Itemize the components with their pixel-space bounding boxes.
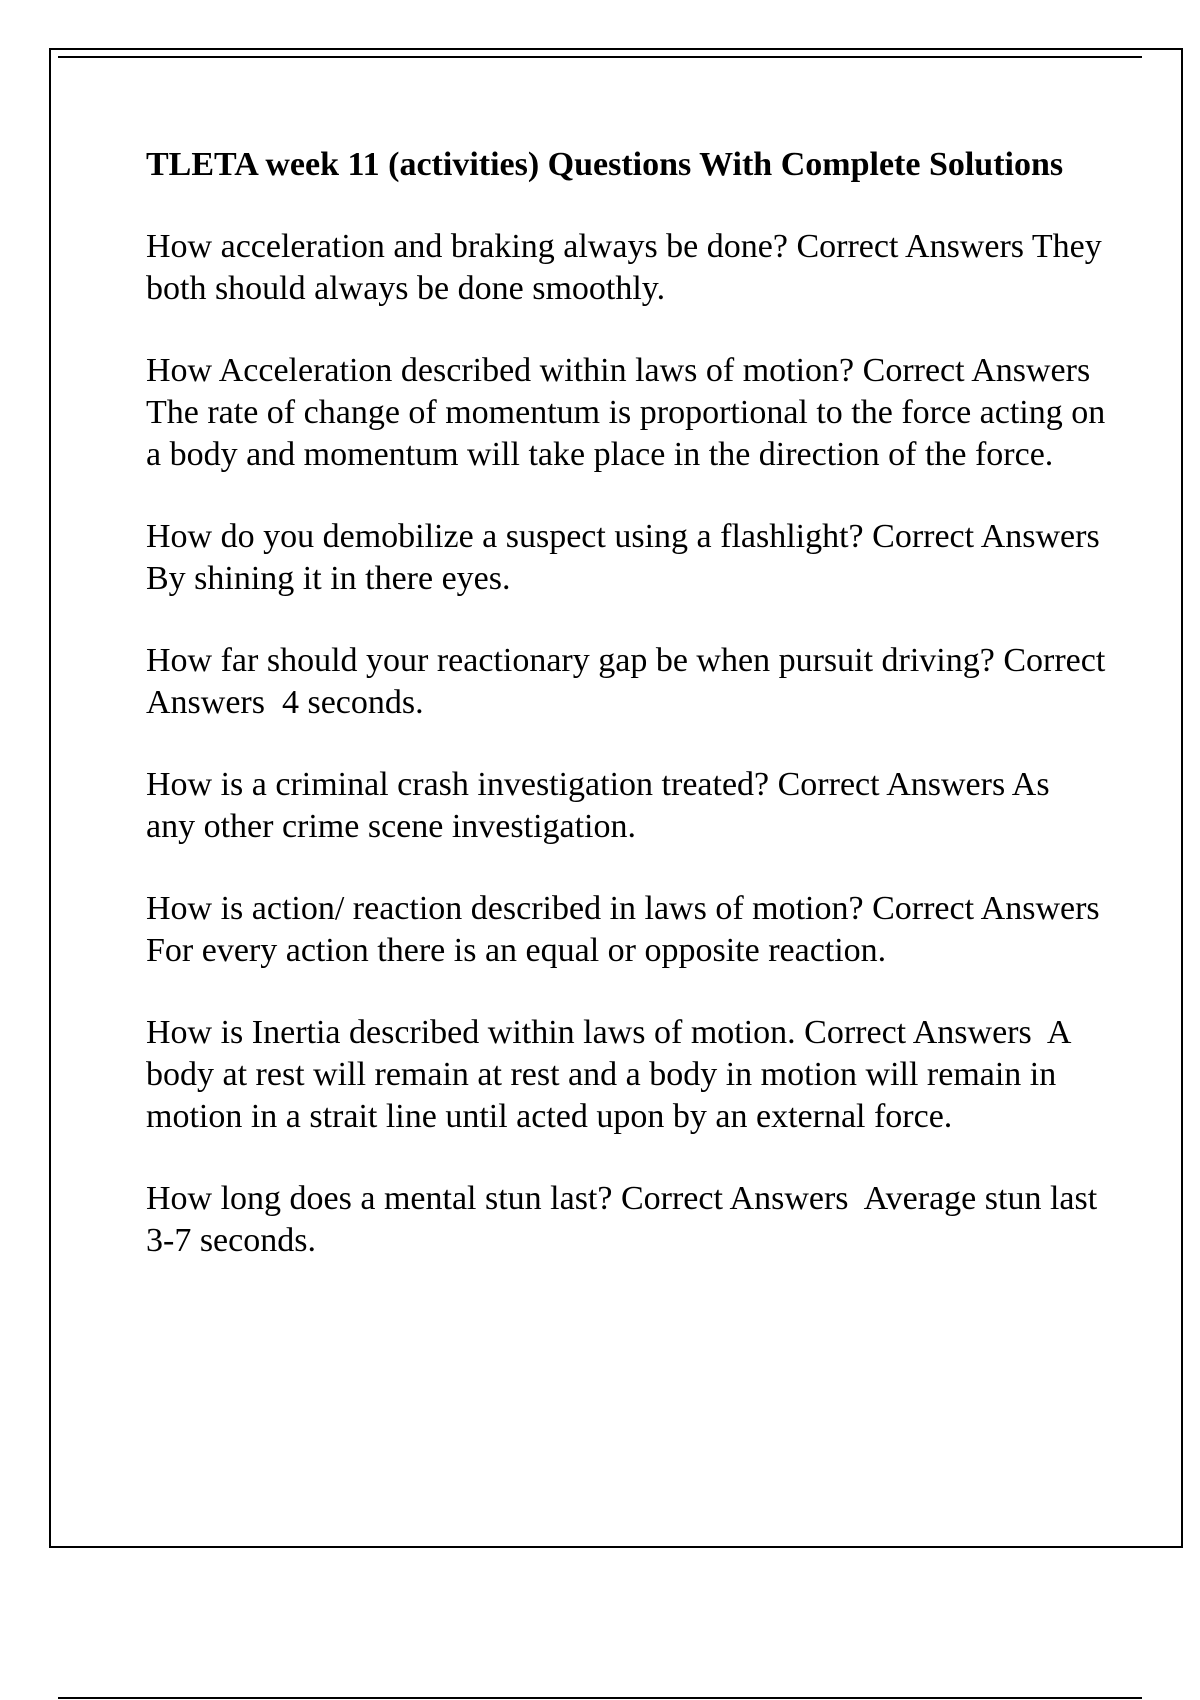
qa-entry-mental-stun: How long does a mental stun last? Correct Answers Average stun last 3-7 seconds. xyxy=(146,1180,1106,1259)
qa-entry-acceleration-laws: How Acceleration described within laws of motion? Correct Answers The rate of change of momentum is proportional to the force acting on a body and momentum will take place in the direction of the force. xyxy=(146,352,1114,473)
qa-entry-crash-investigation: How is a criminal crash investigation treated? Correct Answers As any other crime scene investigation. xyxy=(146,766,1059,845)
qa-entry-flashlight: How do you demobilize a suspect using a flashlight? Correct Answers By shining it in there eyes. xyxy=(146,518,1117,597)
document-title: TLETA week 11 (activities) Questions With Complete Solutions xyxy=(146,146,1064,183)
bottom-rule xyxy=(58,1697,1142,1699)
qa-entry-action-reaction: How is action/ reaction described in laws of motion? Correct Answers For every action there is an equal or opposite reaction. xyxy=(146,890,1117,969)
qa-entry-reactionary-gap: How far should your reactionary gap be when pursuit driving? Correct Answers 4 seconds. xyxy=(146,642,1112,721)
qa-entry-inertia: How is Inertia described within laws of motion. Correct Answers A body at rest will remain at rest and a body in motion will remain in motion in a strait line until acted upon by an external force. xyxy=(146,1014,1079,1135)
qa-entry-acceleration-braking: How acceleration and braking always be done? Correct Answers They both should always be done smoothly. xyxy=(146,228,1111,307)
top-rule xyxy=(58,56,1142,58)
document-body xyxy=(146,144,1117,1302)
